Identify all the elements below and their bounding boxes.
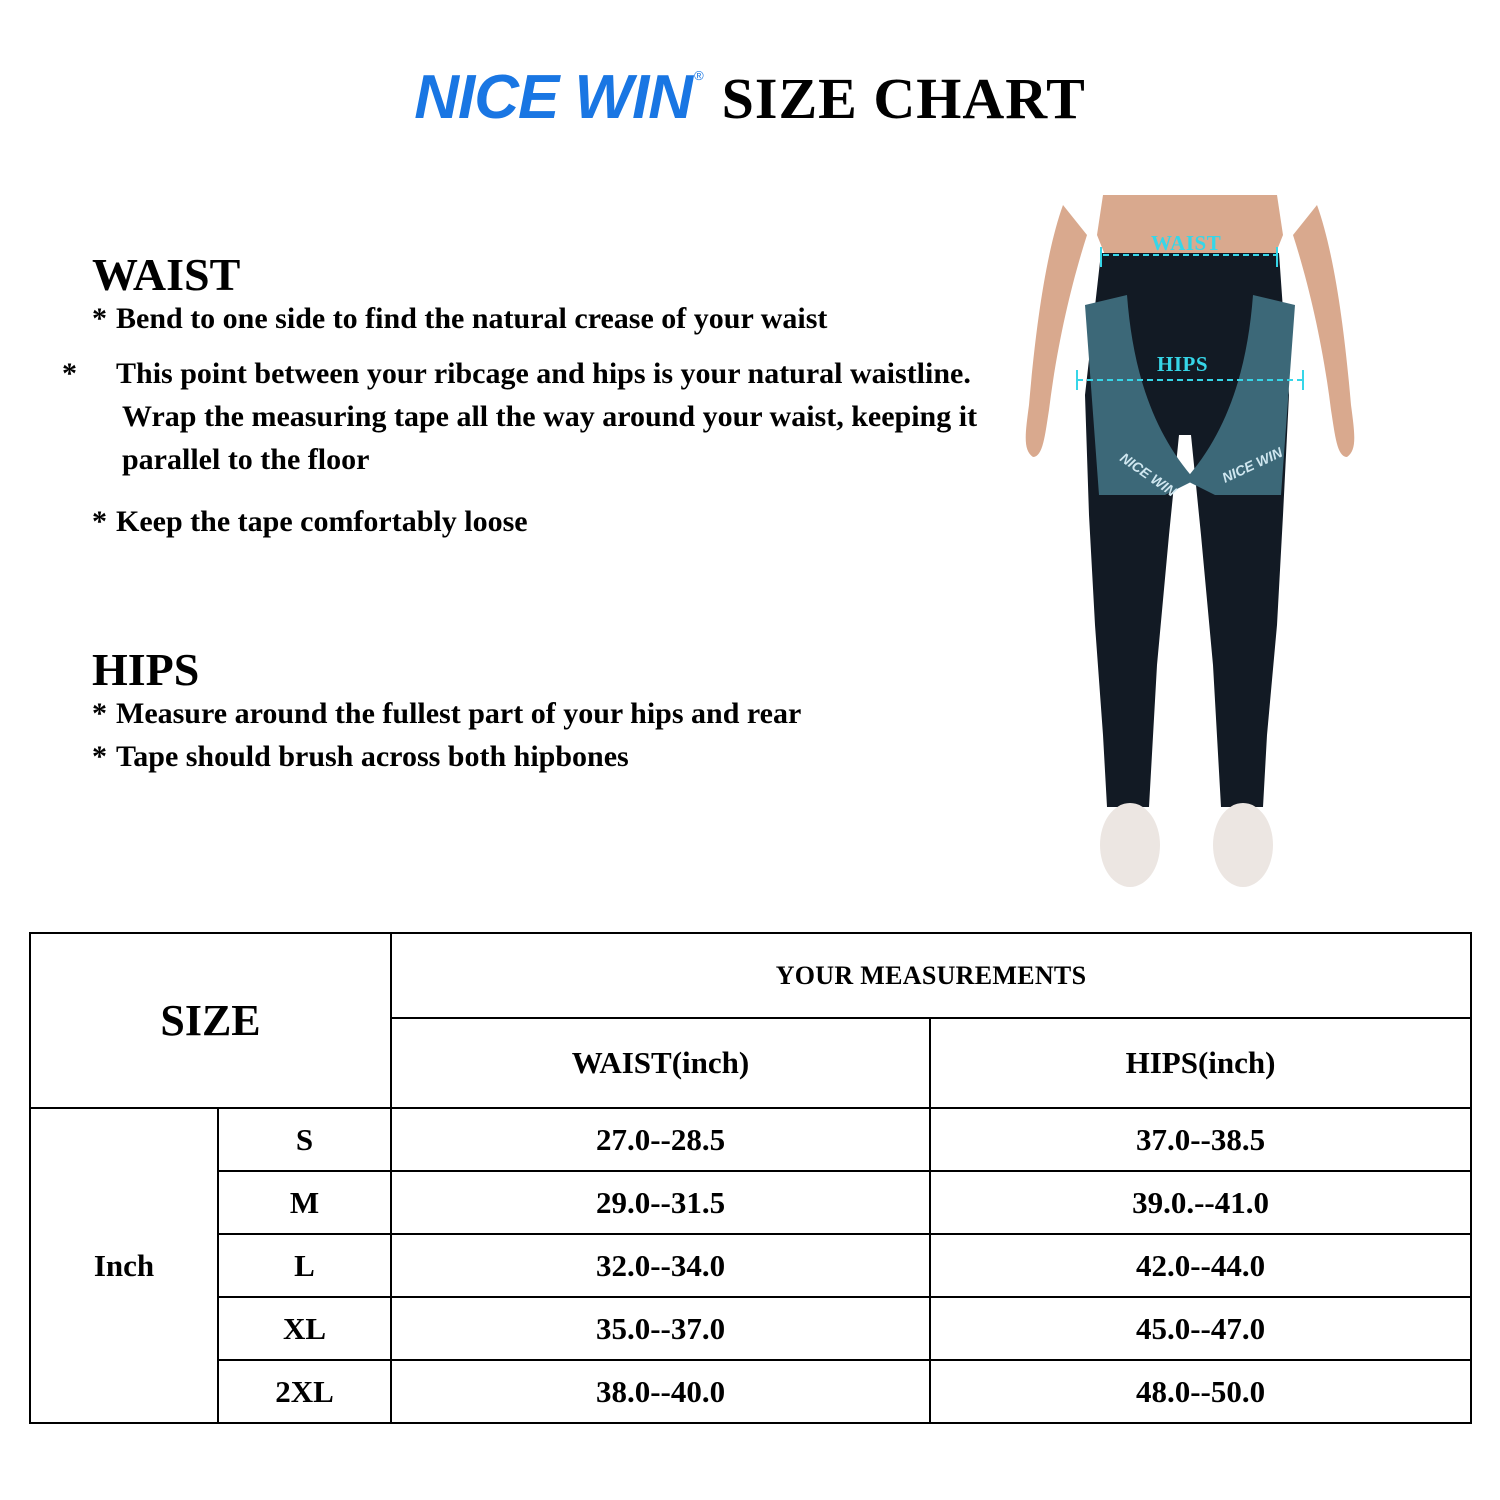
leggings-illustration	[1015, 195, 1365, 895]
bullet-marker: *	[92, 302, 107, 335]
bullet-marker: *	[92, 697, 107, 730]
right-panel-print: NICE WIN	[1219, 443, 1285, 486]
measurements-header: YOUR MEASUREMENTS	[391, 933, 1471, 1018]
waist-column-header: WAIST(inch)	[391, 1018, 930, 1108]
bullet-marker: *	[92, 505, 107, 538]
table-row	[30, 1297, 1471, 1360]
hips-bullet-text: Measure around the fullest part of your hips and rear	[116, 697, 802, 730]
table-row	[30, 1234, 1471, 1297]
left-shoe	[1100, 803, 1160, 887]
right-arm	[1293, 205, 1354, 457]
size-header: SIZE	[30, 933, 391, 1108]
waist-cell: 35.0--37.0	[391, 1297, 930, 1360]
size-table	[29, 932, 1472, 1424]
title-text: SIZE CHART	[721, 66, 1086, 131]
hips-cell: 39.0.--41.0	[930, 1171, 1471, 1234]
hips-cell: 42.0--44.0	[930, 1234, 1471, 1297]
table-row	[30, 1108, 1471, 1171]
hips-cell: 37.0--38.5	[930, 1108, 1471, 1171]
bullet-marker: *	[62, 357, 77, 390]
waist-cell: 27.0--28.5	[391, 1108, 930, 1171]
size-cell: L	[218, 1234, 391, 1297]
waist-bullet-3	[92, 500, 972, 543]
waist-bullet-2	[62, 352, 982, 481]
size-cell: M	[218, 1171, 391, 1234]
waist-cell: 29.0--31.5	[391, 1171, 930, 1234]
waist-cell: 38.0--40.0	[391, 1360, 930, 1423]
size-cell: 2XL	[218, 1360, 391, 1423]
waist-bullet-text: Keep the tape comfortably loose	[116, 505, 528, 538]
waist-cell: 32.0--34.0	[391, 1234, 930, 1297]
waist-bullet-text: Bend to one side to find the natural crease of your waist	[116, 302, 828, 335]
hips-cell: 48.0--50.0	[930, 1360, 1471, 1423]
unit-label: Inch	[30, 1108, 218, 1423]
bullet-marker: *	[92, 740, 107, 773]
hips-heading: HIPS	[92, 644, 200, 695]
hips-bullet-text: Tape should brush across both hipbones	[116, 740, 629, 773]
page-title	[0, 62, 1500, 133]
hips-tape-label: HIPS	[1157, 352, 1209, 376]
size-cell: XL	[218, 1297, 391, 1360]
waist-bullet-1	[92, 297, 972, 340]
hips-cell: 45.0--47.0	[930, 1297, 1471, 1360]
waist-heading: WAIST	[92, 249, 241, 300]
left-arm	[1026, 205, 1087, 457]
hips-column-header: HIPS(inch)	[930, 1018, 1471, 1108]
waist-tape-label: WAIST	[1151, 231, 1222, 255]
hips-bullet-2	[92, 735, 972, 778]
hips-bullet-1	[92, 692, 972, 735]
left-panel-print: NICE WIN	[1117, 449, 1180, 500]
table-row	[30, 1360, 1471, 1423]
table-row	[30, 1171, 1471, 1234]
brand-logo: NICE WIN	[414, 63, 693, 132]
right-shoe	[1213, 803, 1273, 887]
model-figure	[1015, 195, 1365, 895]
waist-bullet-text: This point between your ribcage and hips is your natural waistline. Wrap the measuring tape all the way around your waist, keeping it parallel to the floor	[116, 357, 978, 476]
registered-mark: ®	[694, 68, 704, 83]
size-cell: S	[218, 1108, 391, 1171]
